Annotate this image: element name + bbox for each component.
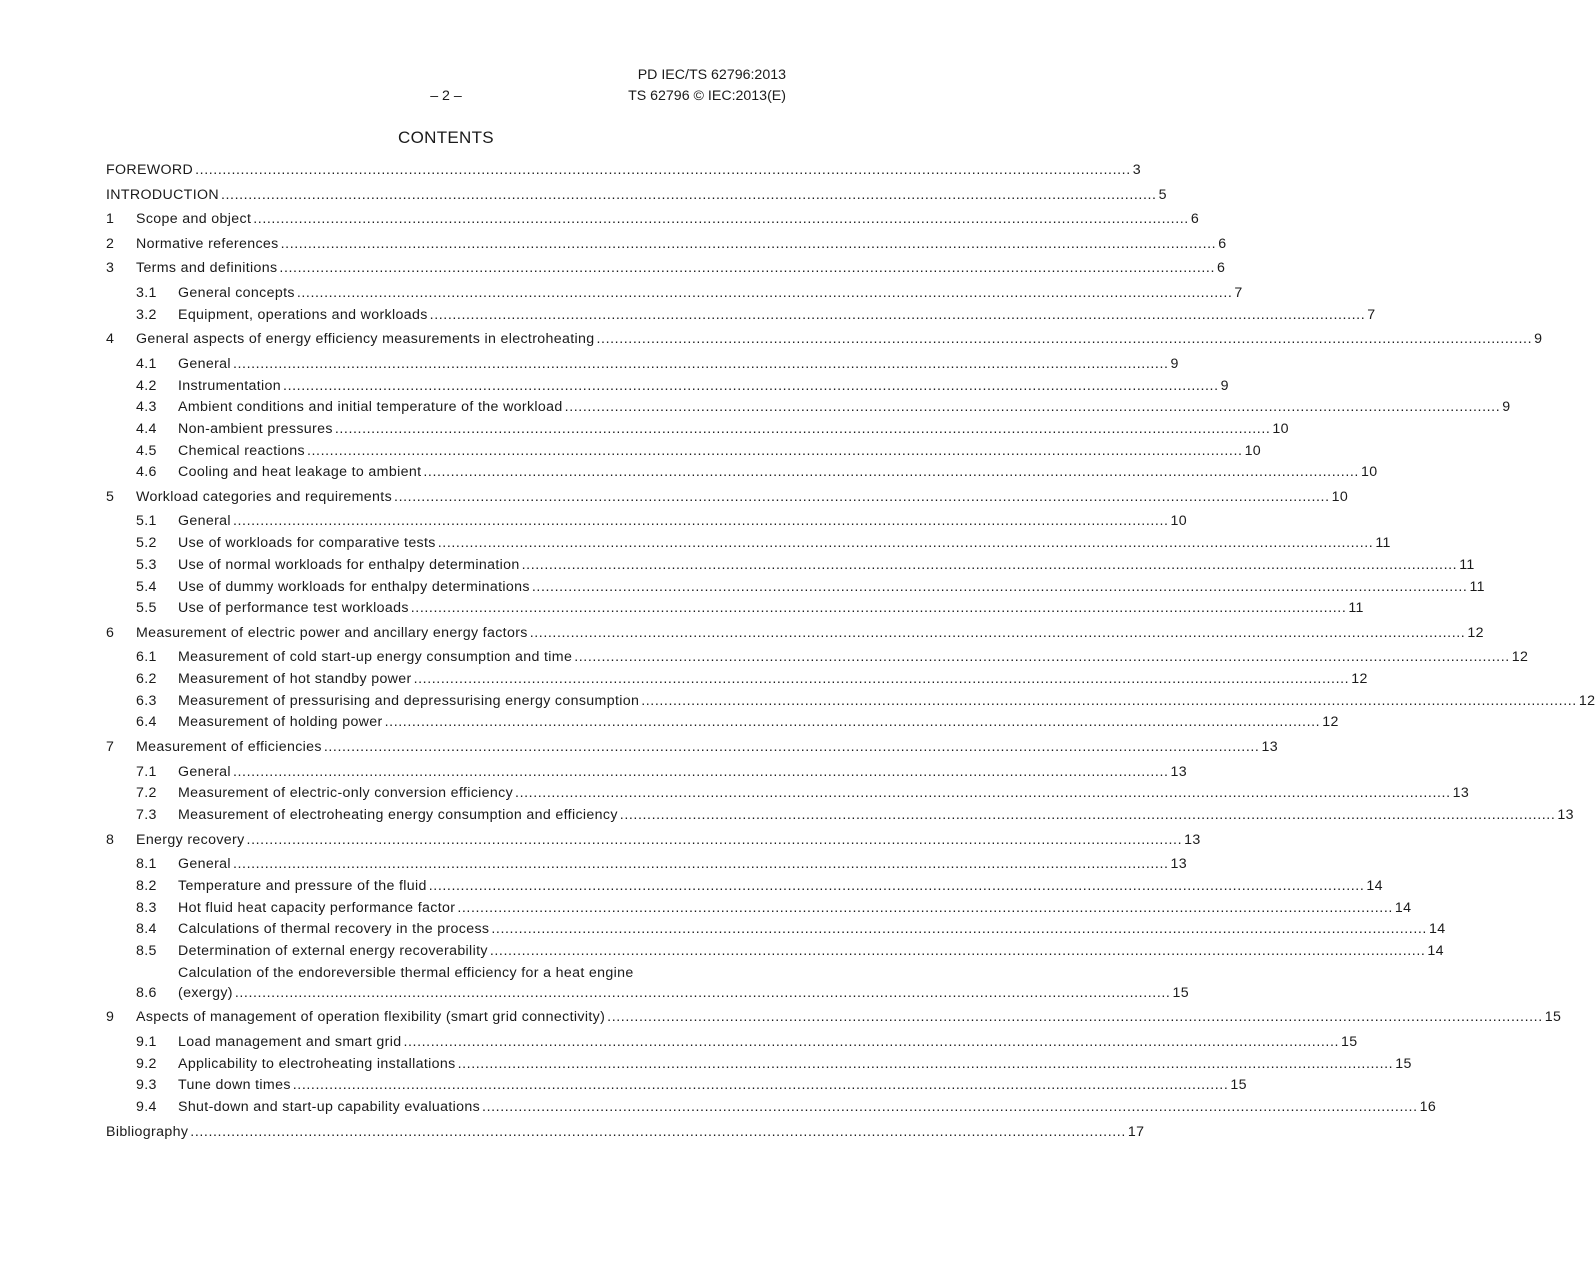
toc-entry-page: 12 xyxy=(1467,624,1484,641)
toc-entry-title: Equipment, operations and workloads xyxy=(178,306,428,323)
toc-entry[interactable] xyxy=(106,533,1391,553)
toc-entry-page: 13 xyxy=(1170,763,1188,780)
toc-entry-number: 4.5 xyxy=(136,442,157,459)
toc-entry-title: Use of workloads for comparative tests xyxy=(178,535,436,552)
toc-entry-page: 9 xyxy=(1534,331,1543,348)
toc-entry-number: 6.4 xyxy=(136,714,157,731)
toc-entry-title: General concepts xyxy=(178,284,295,301)
toc-entry-title: Non-ambient pressures xyxy=(178,420,333,437)
dot-leader xyxy=(247,830,1183,850)
toc-entry[interactable] xyxy=(106,1075,1247,1095)
toc-entry-number: 6.2 xyxy=(136,671,157,688)
toc-entry[interactable] xyxy=(106,647,1529,667)
toc-entry-title: Energy recovery xyxy=(136,831,245,848)
toc-entry-title-line2: (exergy) xyxy=(178,984,233,1001)
dot-leader xyxy=(641,691,1577,711)
toc-entry[interactable] xyxy=(106,691,1595,711)
toc-entry-page: 13 xyxy=(1184,831,1201,848)
toc-entry-number: 5.3 xyxy=(136,556,157,573)
toc-entry-title: Use of dummy workloads for enthalpy determinations xyxy=(178,578,530,595)
dot-leader xyxy=(490,941,1426,961)
toc-entry-page: 14 xyxy=(1394,899,1412,916)
toc-entry-page: 11 xyxy=(1375,535,1391,552)
toc-entry[interactable] xyxy=(106,462,1378,482)
dot-leader xyxy=(458,1054,1394,1074)
toc-entry-page: 9 xyxy=(1170,355,1179,372)
toc-entry-title: Temperature and pressure of the fluid xyxy=(178,877,427,894)
toc-entry-page: 15 xyxy=(1395,1055,1412,1072)
toc-entry[interactable] xyxy=(106,1122,1145,1142)
toc-entry[interactable] xyxy=(106,1007,1562,1027)
dot-leader xyxy=(233,511,1169,531)
toc-entry-number: 8.3 xyxy=(136,899,157,916)
toc-entry-title: Workload categories and requirements xyxy=(136,488,393,505)
toc-entry-page: 10 xyxy=(1360,464,1378,481)
toc-entry[interactable] xyxy=(106,712,1339,732)
dot-leader xyxy=(293,1075,1229,1095)
toc-entry[interactable] xyxy=(106,376,1229,396)
toc-entry[interactable] xyxy=(106,1032,1358,1052)
toc-entry[interactable] xyxy=(106,854,1188,874)
toc-entry-page: 5 xyxy=(1158,186,1167,203)
toc-entry-page: 13 xyxy=(1170,856,1188,873)
toc-entry[interactable] xyxy=(106,209,1200,229)
dot-leader xyxy=(297,283,1233,303)
toc-entry-title: Use of performance test workloads xyxy=(178,600,409,617)
toc-entry[interactable] xyxy=(106,283,1243,303)
toc-entry-number: 5.1 xyxy=(136,513,157,530)
toc-entry-page: 6 xyxy=(1218,235,1227,252)
toc-entry[interactable] xyxy=(106,941,1444,961)
toc-entry-number: 4.1 xyxy=(136,355,157,372)
toc-entry-title: Measurement of hot standby power xyxy=(178,671,412,688)
dot-leader xyxy=(385,712,1321,732)
toc-entry-title: Measurement of cold start-up energy consumption and time xyxy=(178,649,573,666)
toc-entry-page: 10 xyxy=(1170,513,1188,530)
toc-entry-number: 8.2 xyxy=(136,877,157,894)
toc-entry-title: Chemical reactions xyxy=(178,442,305,459)
toc-entry-number: 6.3 xyxy=(136,692,157,709)
dot-leader xyxy=(190,1122,1126,1142)
toc-entry[interactable] xyxy=(106,805,1574,825)
toc-entry[interactable] xyxy=(106,830,1201,850)
toc-entry-title: INTRODUCTION xyxy=(106,186,219,203)
toc-entry-number: 7.3 xyxy=(136,807,157,824)
toc-entry-title: Measurement of electric power and ancillary energy factors xyxy=(136,624,528,641)
toc-entry-number: 6.1 xyxy=(136,649,157,666)
toc-entry-title: Hot fluid heat capacity performance factor xyxy=(178,899,456,916)
toc-entry-page: 10 xyxy=(1331,488,1349,505)
toc-entry-number: 5.2 xyxy=(136,535,157,552)
toc-entry-title: Aspects of management of operation flexibility (smart grid connectivity) xyxy=(136,1009,606,1026)
dot-leader xyxy=(522,555,1458,575)
toc-entry-page: 9 xyxy=(1220,377,1229,394)
toc-entry-page: 17 xyxy=(1127,1123,1145,1140)
toc-entry-page: 10 xyxy=(1244,442,1262,459)
toc-entry-number: 5.5 xyxy=(136,600,157,617)
toc-entry-number: 4.3 xyxy=(136,399,157,416)
toc-entry-title: Shut-down and start-up capability evaluations xyxy=(178,1098,481,1115)
toc-entry-page: 12 xyxy=(1511,649,1529,666)
toc-entry-title: Measurement of electroheating energy consumption and efficiency xyxy=(178,807,618,824)
toc-entry-page: 13 xyxy=(1261,739,1278,756)
toc-entry-page: 16 xyxy=(1419,1098,1437,1115)
toc-entry[interactable] xyxy=(106,669,1368,689)
dot-leader xyxy=(430,305,1366,325)
toc-entry-page: 12 xyxy=(1578,692,1595,709)
toc-entry[interactable] xyxy=(106,305,1376,325)
dot-leader xyxy=(233,354,1169,374)
dot-leader xyxy=(457,898,1393,918)
toc-entry-page: 14 xyxy=(1427,942,1444,959)
dot-leader xyxy=(335,419,1271,439)
toc-entry-title-line1: Calculation of the endoreversible thermal efficiency for a heat engine xyxy=(178,964,634,981)
toc-entry[interactable] xyxy=(106,737,1278,757)
dot-leader xyxy=(607,1007,1543,1027)
toc-entry-title: Instrumentation xyxy=(178,377,282,394)
toc-entry-page: 14 xyxy=(1428,921,1446,938)
toc-entry-page: 13 xyxy=(1557,807,1574,824)
copyright-line: TS 62796 © IEC:2013(E) xyxy=(628,88,786,104)
toc-entry-number: 3.1 xyxy=(136,284,157,301)
dot-leader xyxy=(414,669,1350,689)
dot-leader xyxy=(281,234,1217,254)
toc-entry-title: Applicability to electroheating installations xyxy=(178,1055,456,1072)
toc-entry[interactable] xyxy=(106,577,1485,597)
toc-entry-number: 9.3 xyxy=(136,1077,157,1094)
toc-entry-number: 8.5 xyxy=(136,942,157,959)
toc-entry[interactable] xyxy=(106,762,1188,782)
toc-entry-number: 2 xyxy=(106,235,115,252)
toc-entry-page: 6 xyxy=(1217,260,1226,277)
toc-entry-number: 6 xyxy=(106,624,115,641)
toc-entry-title: FOREWORD xyxy=(106,162,194,178)
toc-entry[interactable] xyxy=(106,160,1141,180)
dot-leader xyxy=(221,185,1157,205)
toc-entry-title: Bibliography xyxy=(106,1123,189,1140)
toc-entry[interactable] xyxy=(106,876,1383,896)
toc-entry[interactable] xyxy=(106,783,1470,803)
toc-entry-title: Use of normal workloads for enthalpy determination xyxy=(178,556,520,573)
toc-entry-number: 4.4 xyxy=(136,420,157,437)
toc-entry-title: Measurement of efficiencies xyxy=(136,739,322,756)
toc-entry-page: 12 xyxy=(1351,671,1368,688)
dot-leader xyxy=(574,647,1510,667)
toc-entry[interactable] xyxy=(106,598,1364,618)
dot-leader xyxy=(233,854,1169,874)
toc-entry-page: 12 xyxy=(1322,714,1339,731)
toc-entry-number: 8.4 xyxy=(136,921,157,938)
dot-leader xyxy=(283,376,1219,396)
dot-leader xyxy=(620,805,1556,825)
toc-entry-number: 5 xyxy=(106,488,115,505)
toc-entry-number: 9.4 xyxy=(136,1098,157,1115)
dot-leader xyxy=(565,397,1501,417)
toc-entry-title: General aspects of energy efficiency measurements in electroheating xyxy=(136,331,595,348)
toc-entry-title: Scope and object xyxy=(136,211,252,228)
dot-leader xyxy=(423,462,1359,482)
toc-entry-title: Measurement of electric-only conversion efficiency xyxy=(178,785,514,802)
toc-entry-number: 9 xyxy=(106,1009,115,1026)
toc-entry-title: Cooling and heat leakage to ambient xyxy=(178,464,422,481)
dot-leader xyxy=(324,737,1260,757)
toc-entry[interactable] xyxy=(106,185,1167,205)
toc-entry[interactable] xyxy=(106,419,1289,439)
toc-entry[interactable] xyxy=(106,511,1188,531)
toc-entry-page: 15 xyxy=(1341,1033,1358,1050)
toc-entry-number: 4 xyxy=(106,331,115,348)
toc-entry-page: 11 xyxy=(1469,578,1485,595)
dot-leader xyxy=(394,487,1330,507)
page-number: – 2 – xyxy=(430,88,462,104)
dot-leader xyxy=(279,258,1215,278)
toc-entry[interactable] xyxy=(106,354,1179,374)
toc-entry-number: 3.2 xyxy=(136,306,157,323)
toc-entry-page: 14 xyxy=(1366,877,1383,894)
dot-leader xyxy=(438,533,1374,553)
toc-entry-number: 9.1 xyxy=(136,1033,157,1050)
toc-entry-page: 9 xyxy=(1502,399,1511,416)
dot-leader xyxy=(429,876,1365,896)
toc-entry-page: 15 xyxy=(1172,984,1189,1001)
toc-entry[interactable] xyxy=(106,441,1262,461)
dot-leader xyxy=(307,441,1243,461)
toc-entry[interactable] xyxy=(106,898,1412,918)
toc-entry-number: 8.6 xyxy=(136,984,157,1001)
toc-entry-page: 11 xyxy=(1348,600,1364,617)
toc-entry-page: 7 xyxy=(1234,284,1243,301)
toc-entry-title: Normative references xyxy=(136,235,279,252)
dot-leader xyxy=(195,160,1131,180)
toc-entry-title: General xyxy=(178,856,231,873)
toc-entry-number: 1 xyxy=(106,211,115,228)
toc-entry[interactable] xyxy=(106,555,1475,575)
toc-entry-title: Ambient conditions and initial temperature of the workload xyxy=(178,399,563,416)
toc-entry-number: 9.2 xyxy=(136,1055,157,1072)
dot-leader xyxy=(530,623,1466,643)
toc-entry[interactable] xyxy=(106,258,1226,278)
dot-leader xyxy=(235,983,1171,1003)
toc-entry-title: Determination of external energy recoverability xyxy=(178,942,488,959)
table-of-contents xyxy=(106,160,1595,1142)
document-id: PD IEC/TS 62796:2013 xyxy=(637,67,786,83)
toc-entry-page: 13 xyxy=(1452,785,1470,802)
toc-entry-number: 4.6 xyxy=(136,464,157,481)
toc-entry-number: 8.1 xyxy=(136,856,157,873)
toc-entry-number: 7.2 xyxy=(136,785,157,802)
toc-entry-number: 8 xyxy=(106,831,115,848)
toc-entry-page: 3 xyxy=(1132,162,1141,178)
toc-entry-title: Tune down times xyxy=(178,1077,291,1094)
dot-leader xyxy=(233,762,1169,782)
toc-entry[interactable] xyxy=(106,1054,1412,1074)
toc-entry-title: General xyxy=(178,355,231,372)
toc-entry-title: General xyxy=(178,763,231,780)
toc-entry[interactable] xyxy=(106,487,1349,507)
toc-entry[interactable] xyxy=(106,397,1511,417)
toc-entry-title: General xyxy=(178,513,231,530)
toc-entry-number: 7 xyxy=(106,739,115,756)
dot-leader xyxy=(491,919,1427,939)
toc-entry-page: 15 xyxy=(1230,1077,1247,1094)
toc-entry-title: Measurement of pressurising and depressurising energy consumption xyxy=(178,692,640,709)
toc-entry[interactable] xyxy=(106,329,1543,349)
toc-entry-number: 3 xyxy=(106,260,115,277)
dot-leader xyxy=(403,1032,1339,1052)
toc-entry-page: 11 xyxy=(1459,556,1475,573)
toc-entry-title xyxy=(178,963,1189,1003)
dot-leader xyxy=(515,783,1451,803)
toc-entry-number: 5.4 xyxy=(136,578,157,595)
toc-entry-page: 6 xyxy=(1190,211,1200,228)
dot-leader xyxy=(253,209,1189,229)
page-title: CONTENTS xyxy=(398,128,494,147)
toc-entry-page: 15 xyxy=(1544,1009,1562,1026)
toc-entry[interactable] xyxy=(106,623,1484,643)
toc-entry-title: Load management and smart grid xyxy=(178,1033,402,1050)
toc-entry-title: Measurement of holding power xyxy=(178,714,383,731)
dot-leader xyxy=(482,1097,1418,1117)
toc-entry[interactable] xyxy=(106,234,1227,254)
toc-entry[interactable] xyxy=(106,1097,1437,1117)
toc-entry[interactable] xyxy=(106,963,1189,1003)
toc-entry-page: 7 xyxy=(1367,306,1376,323)
toc-entry[interactable] xyxy=(106,919,1446,939)
toc-entry-number: 7.1 xyxy=(136,763,157,780)
toc-entry-number: 4.2 xyxy=(136,377,157,394)
dot-leader xyxy=(411,598,1347,618)
dot-leader xyxy=(597,329,1533,349)
dot-leader xyxy=(532,577,1468,597)
toc-entry-title: Terms and definitions xyxy=(136,260,278,277)
toc-entry-title: Calculations of thermal recovery in the process xyxy=(178,921,490,938)
toc-entry-page: 10 xyxy=(1272,420,1289,437)
